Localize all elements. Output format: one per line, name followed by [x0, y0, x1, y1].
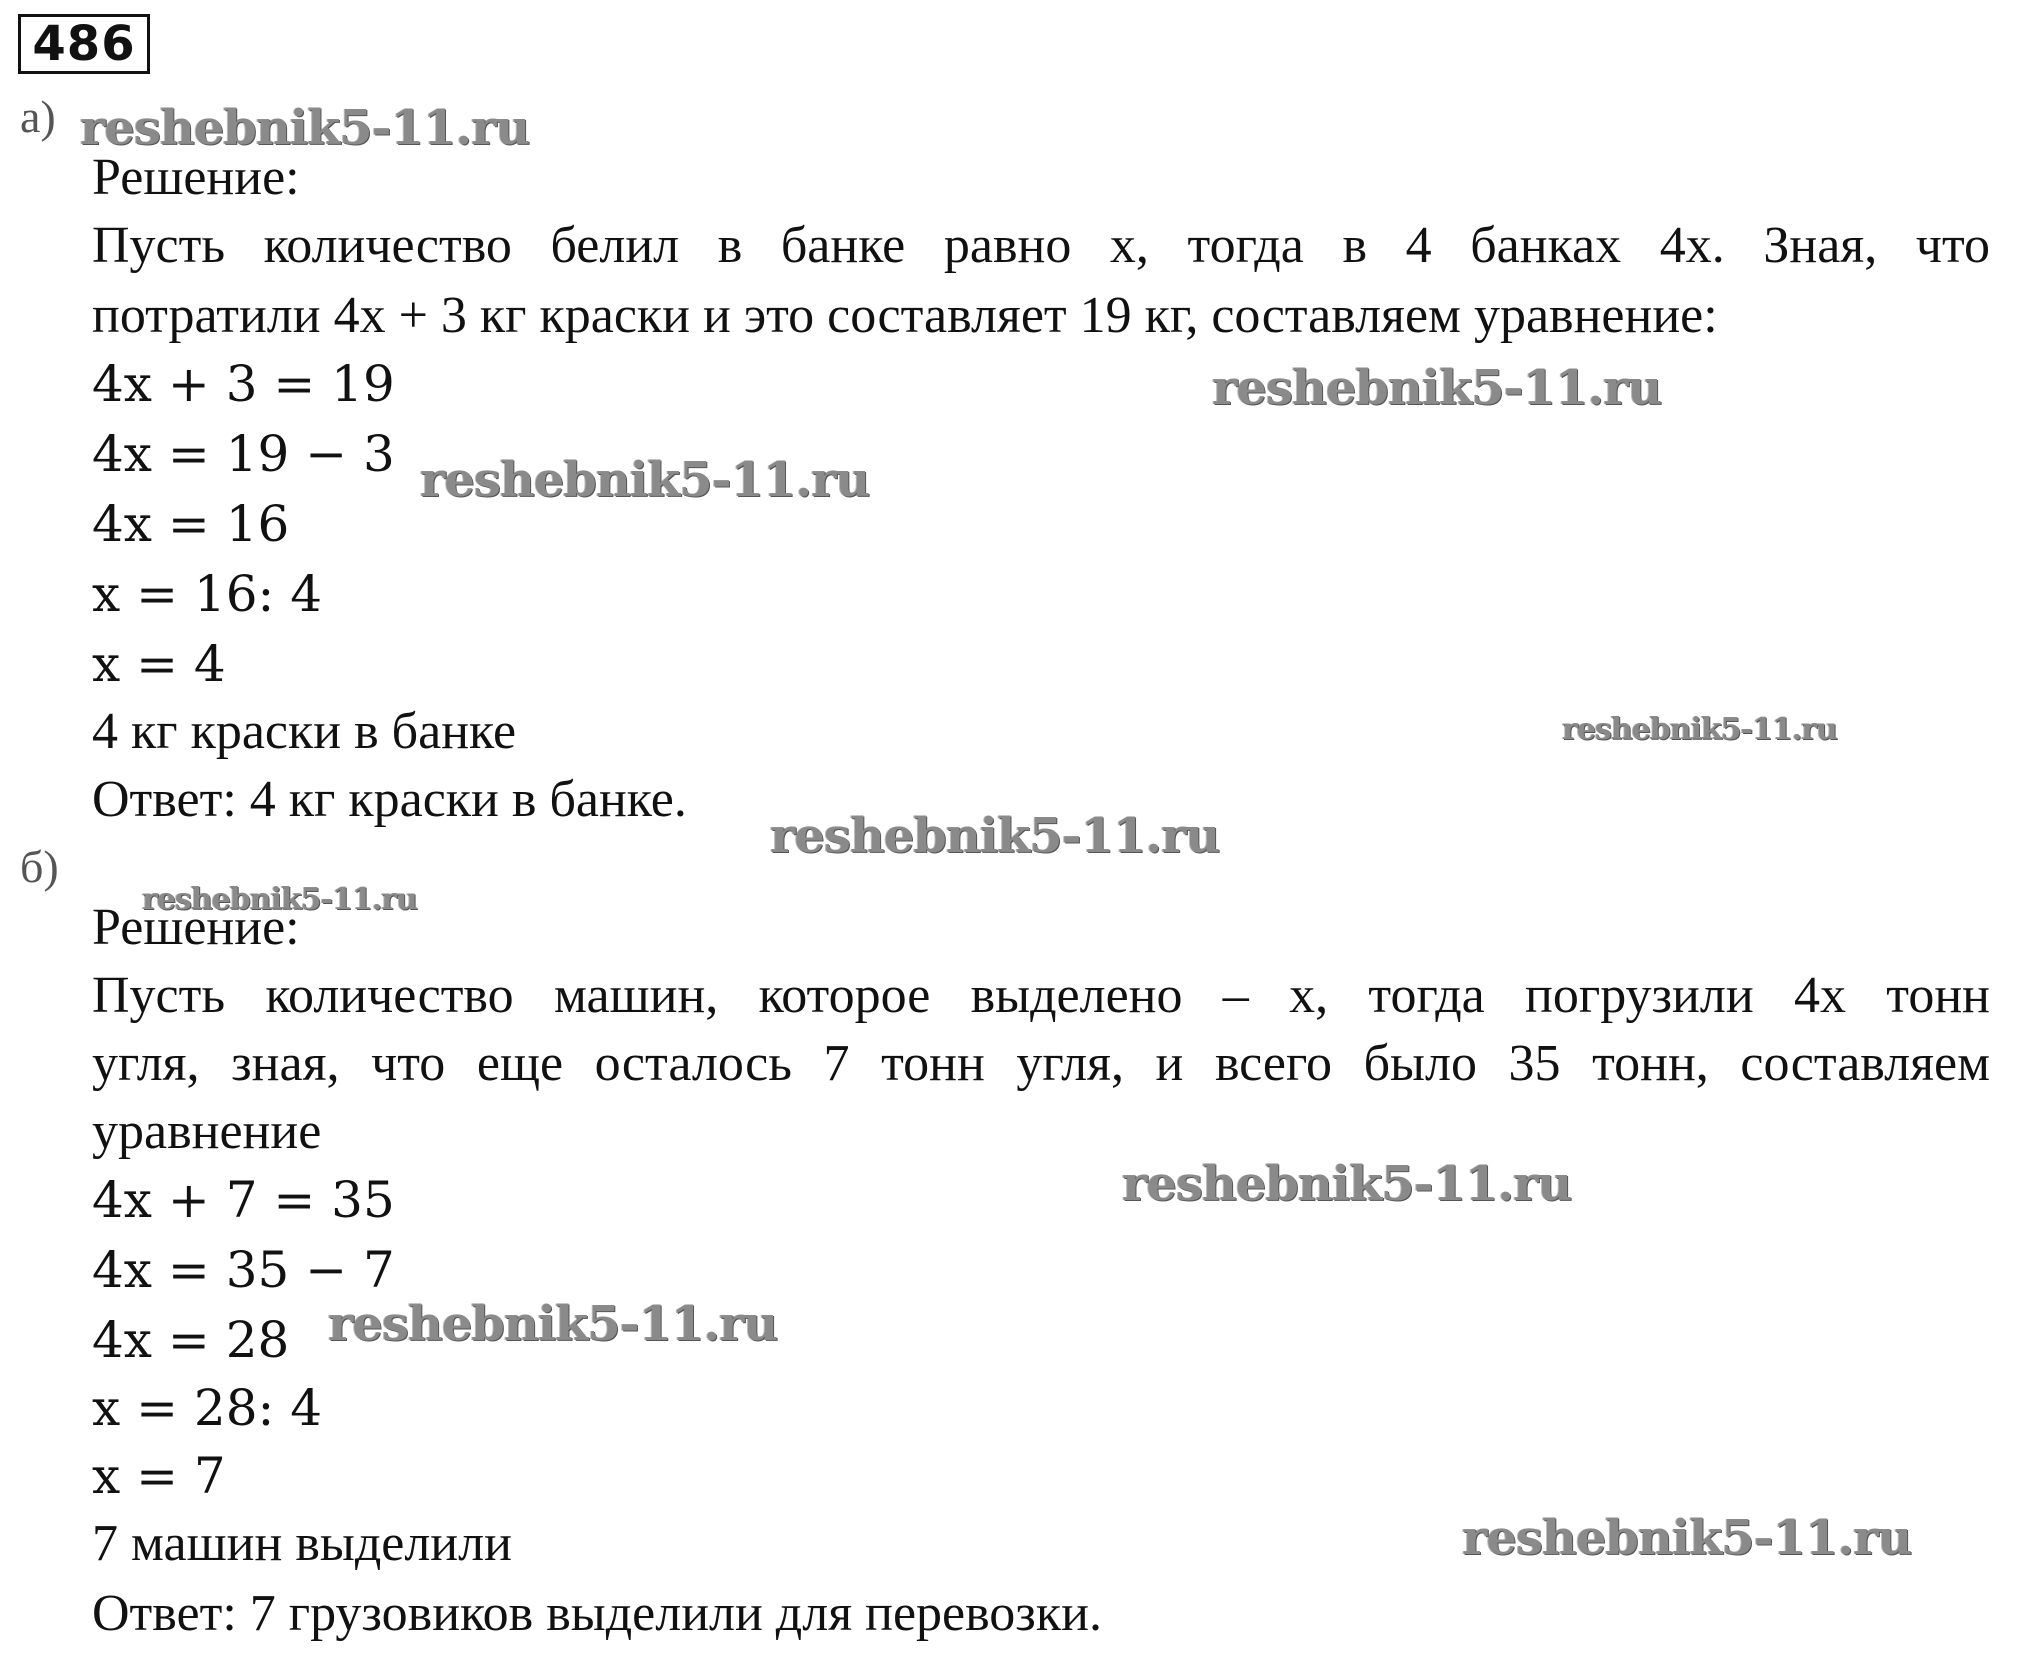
watermark: reshebnik5-11.ru: [1462, 1510, 1912, 1566]
part-b-answer: Ответ: 7 грузовиков выделили для перевозки.: [92, 1585, 1102, 1642]
watermark: reshebnik5-11.ru: [142, 882, 417, 917]
part-b-label: б): [20, 841, 59, 892]
part-b-equation-5: x = 7: [92, 1447, 226, 1505]
part-b-equation-3: 4x = 28: [92, 1311, 290, 1369]
part-b-text-line-1: Пусть количество машин, которое выделено – x, тогда погрузили 4x тонн: [92, 967, 1990, 1024]
watermark: reshebnik5-11.ru: [328, 1296, 778, 1352]
part-a-equation-2: 4x = 19 − 3: [92, 425, 395, 483]
part-a-equation-5: x = 4: [92, 635, 226, 693]
watermark: reshebnik5-11.ru: [1562, 712, 1837, 747]
part-b-text-line-3: уравнение: [92, 1103, 322, 1160]
part-a-heading: Решение:: [92, 149, 300, 206]
problem-number-box: 486: [18, 14, 150, 74]
watermark: reshebnik5-11.ru: [770, 808, 1220, 864]
watermark: reshebnik5-11.ru: [420, 452, 870, 508]
part-b-equation-2: 4x = 35 − 7: [92, 1241, 395, 1299]
part-a-conclusion: 4 кг краски в банке: [92, 703, 517, 760]
part-a-equation-4: x = 16: 4: [92, 565, 323, 623]
part-a-equation-3: 4x = 16: [92, 495, 290, 553]
part-b-text-line-2: угля, зная, что еще осталось 7 тонн угля, и всего было 35 тонн, составляем: [92, 1035, 1990, 1092]
part-b-heading: Решение:: [92, 899, 300, 956]
part-b-conclusion: 7 машин выделили: [92, 1515, 512, 1572]
watermark: reshebnik5-11.ru: [1212, 360, 1662, 416]
part-b-equation-1: 4x + 7 = 35: [92, 1171, 395, 1229]
watermark: reshebnik5-11.ru: [1122, 1156, 1572, 1212]
part-a-equation-1: 4x + 3 = 19: [92, 355, 395, 413]
watermark: reshebnik5-11.ru: [80, 100, 530, 156]
part-a-text-line-1: Пусть количество белил в банке равно x, тогда в 4 банках 4x. Зная, что: [92, 217, 1990, 274]
part-a-label: а): [20, 91, 56, 142]
part-a-answer: Ответ: 4 кг краски в банке.: [92, 771, 687, 828]
part-a-text-line-2: потратили 4x + 3 кг краски и это составляет 19 кг, составляем уравнение:: [92, 287, 1718, 344]
part-b-equation-4: x = 28: 4: [92, 1379, 323, 1437]
